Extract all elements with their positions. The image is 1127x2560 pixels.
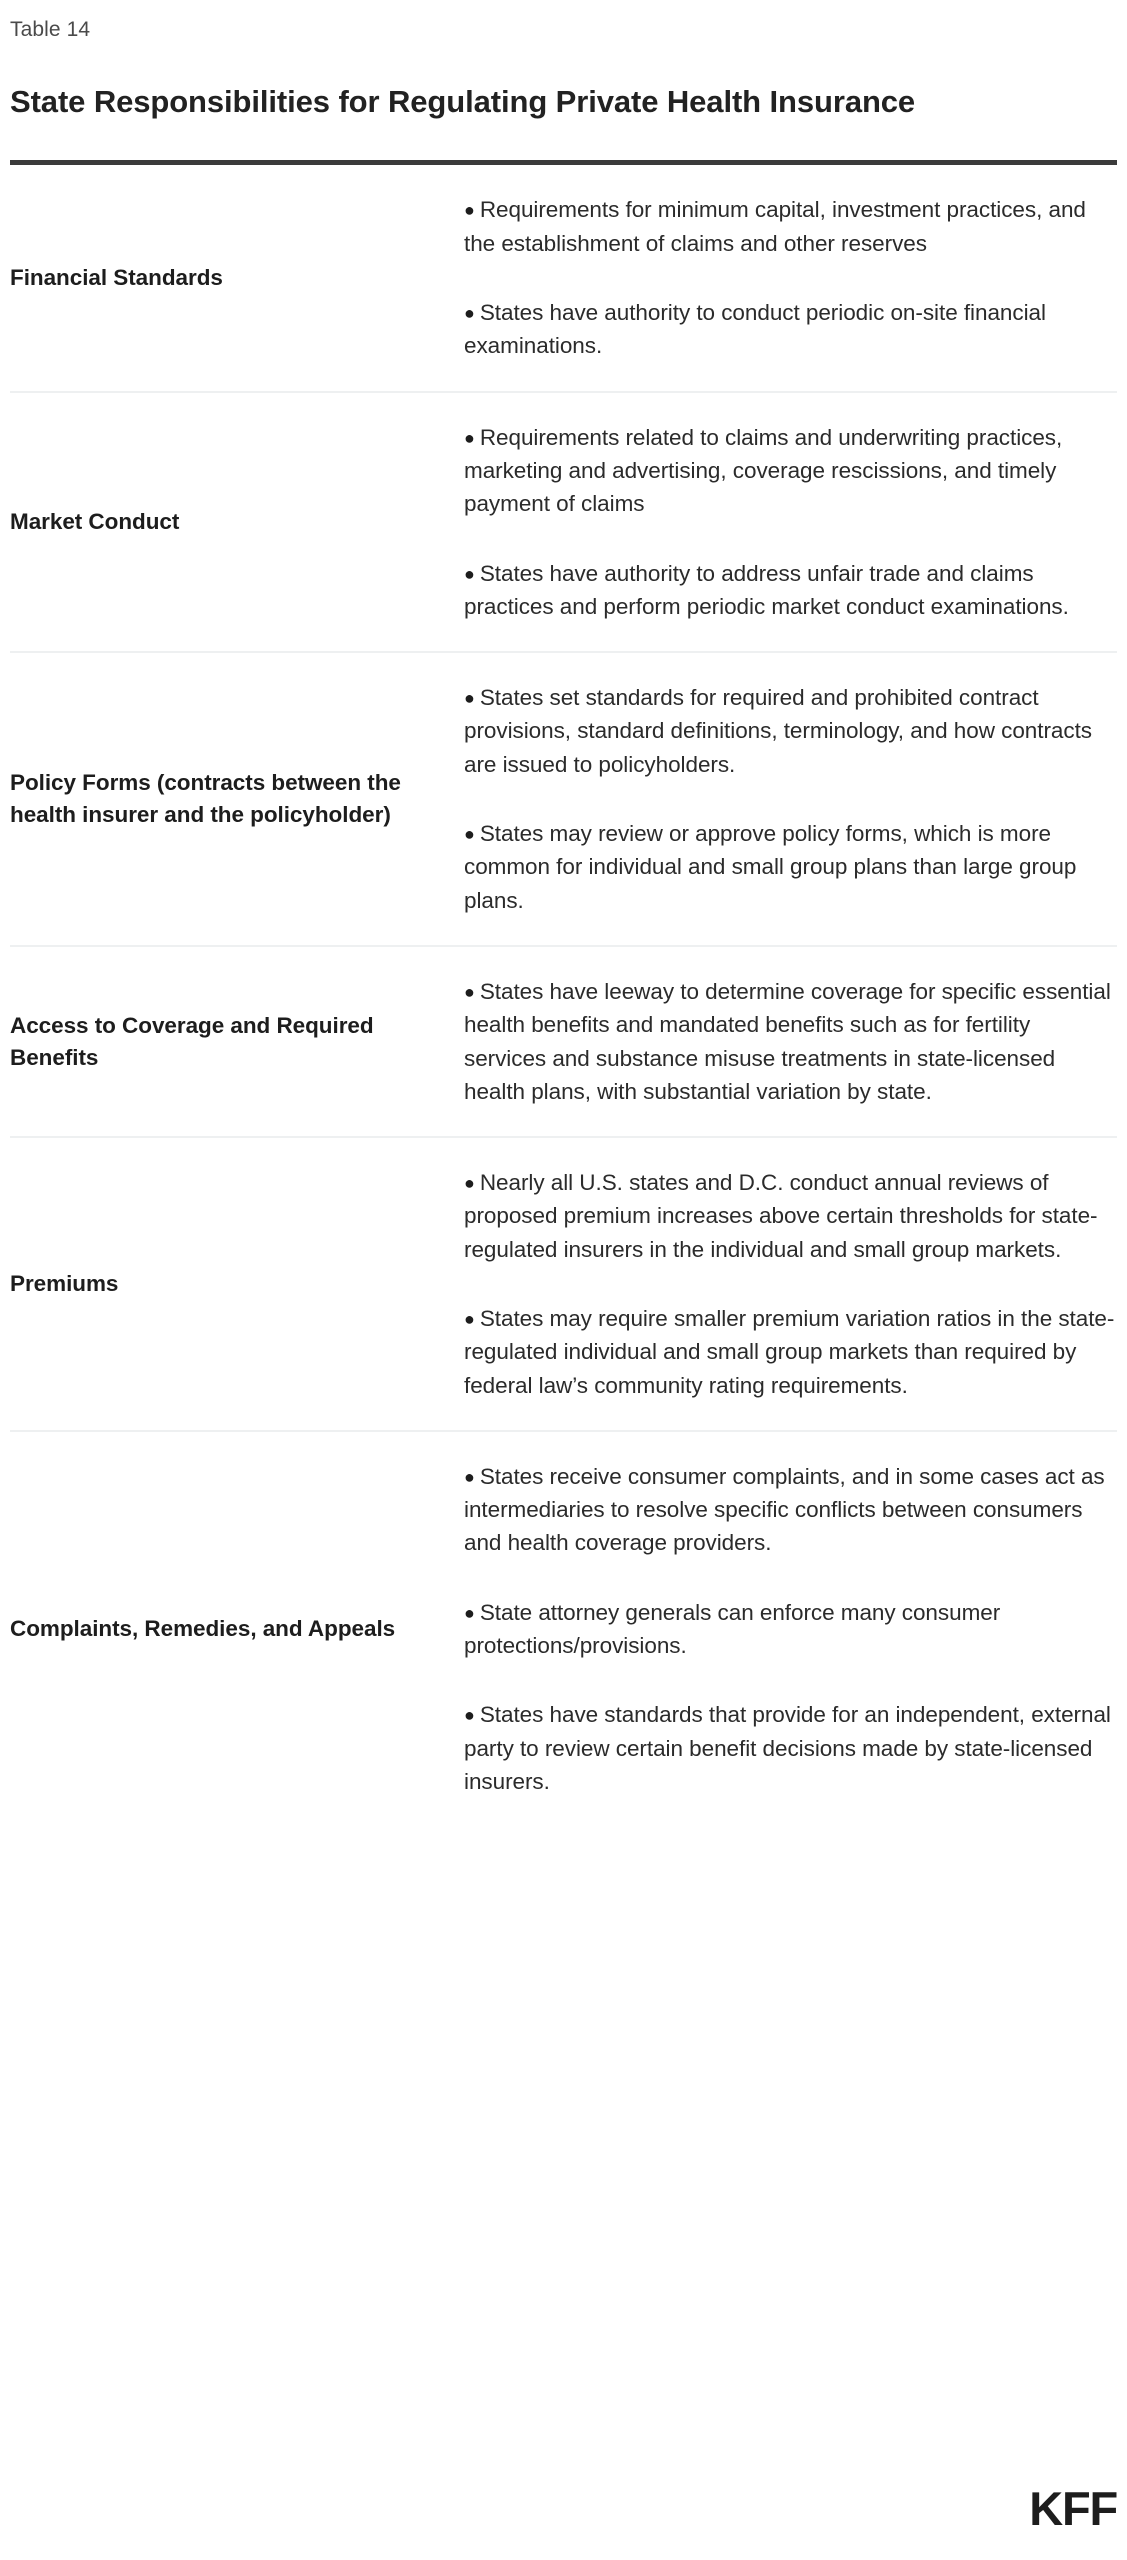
table-number-label: Table 14 bbox=[10, 18, 91, 41]
kff-logo: KFF bbox=[1029, 2482, 1117, 2535]
row-details-cell bbox=[464, 393, 1117, 651]
bullet-text: State attorney generals can enforce many consumer protections/provisions. bbox=[464, 1599, 1001, 1659]
table-row bbox=[10, 653, 1117, 947]
bullet-item bbox=[464, 681, 1117, 781]
table-row bbox=[10, 165, 1117, 392]
bullet-item bbox=[464, 557, 1117, 624]
bullet-text: Nearly all U.S. states and D.C. conduct annual reviews of proposed premium increases above certain thresholds for state-regulated insurers in the individual and small group markets. bbox=[464, 1170, 1098, 1262]
bullet-text: States have authority to address unfair trade and claims practices and perform periodic market conduct examinations. bbox=[464, 560, 1069, 619]
bullet-dot-icon: ● bbox=[464, 1602, 475, 1623]
bullet-item bbox=[464, 1596, 1117, 1663]
bullet-dot-icon: ● bbox=[464, 824, 475, 845]
bullet-item bbox=[464, 1460, 1117, 1560]
bullet-item bbox=[464, 1166, 1117, 1266]
bullet-dot-icon: ● bbox=[464, 303, 475, 324]
row-category-label: Premiums bbox=[10, 1271, 119, 1297]
bullet-text: States may review or approve policy forms, which is more common for individual and small group plans than large group plans. bbox=[464, 821, 1077, 913]
bullet-dot-icon: ● bbox=[464, 427, 475, 448]
bullet-dot-icon: ● bbox=[464, 688, 475, 709]
row-details-cell bbox=[464, 653, 1117, 945]
bullet-dot-icon: ● bbox=[464, 563, 475, 584]
bullet-dot-icon: ● bbox=[464, 981, 475, 1002]
row-details-cell bbox=[464, 947, 1117, 1136]
table-row bbox=[10, 1138, 1117, 1432]
row-details-cell bbox=[464, 1432, 1117, 1826]
bullet-dot-icon: ● bbox=[464, 1309, 475, 1329]
row-category-label: Financial Standards bbox=[10, 265, 223, 291]
row-category-label: Market Conduct bbox=[10, 508, 180, 534]
bullet-item bbox=[464, 193, 1117, 260]
bullet-dot-icon: ● bbox=[464, 1705, 475, 1726]
bullet-text: States set standards for required and prohibited contract provisions, standard definitions, terminology, and how contracts are issued to policyholders. bbox=[464, 685, 1092, 777]
bullet-item bbox=[464, 1302, 1117, 1402]
bullet-text: States may require smaller premium variation ratios in the state-regulated individual and small group markets than required by federal law’s community rating requirements. bbox=[464, 1306, 1115, 1398]
row-details-cell bbox=[464, 1138, 1117, 1430]
bullet-dot-icon: ● bbox=[464, 1173, 475, 1194]
bullet-item bbox=[464, 421, 1117, 521]
responsibilities-table bbox=[10, 165, 1117, 1826]
footer bbox=[10, 2482, 1117, 2560]
bullet-text: States have authority to conduct periodic on-site financial examinations. bbox=[464, 300, 1046, 359]
bottom-spacer bbox=[10, 1826, 1117, 2485]
bullet-dot-icon: ● bbox=[464, 200, 475, 221]
row-category-label: Access to Coverage and Required Benefits bbox=[10, 1012, 374, 1070]
table-row bbox=[10, 947, 1117, 1138]
bullet-text: Requirements for minimum capital, investment practices, and the establishment of claims and other reserves bbox=[464, 197, 1086, 256]
bullet-item bbox=[464, 1698, 1117, 1798]
bullet-dot-icon: ● bbox=[464, 1466, 475, 1487]
bullet-text: States have standards that provide for an independent, external party to review certain benefit decisions made by state-licensed insurers. bbox=[464, 1702, 1111, 1794]
row-category-label: Complaints, Remedies, and Appeals bbox=[10, 1616, 396, 1642]
bullet-text: States have leeway to determine coverage for specific essential health benefits and mandated benefits such as for fertility services and substance misuse treatments in state-licensed health plans, with substantial variation by state. bbox=[464, 978, 1111, 1104]
page-title: State Responsibilities for Regulating Private Health Insurance bbox=[10, 83, 916, 119]
bullet-text: States receive consumer complaints, and in some cases act as intermediaries to resolve specific conflicts between consumers and health coverage providers. bbox=[464, 1463, 1105, 1556]
bullet-item bbox=[464, 817, 1117, 917]
bullet-item bbox=[464, 296, 1117, 363]
bullet-text: Requirements related to claims and underwriting practices, marketing and advertising, coverage rescissions, and timely payment of claims bbox=[464, 424, 1063, 517]
table-row bbox=[10, 393, 1117, 653]
table-row bbox=[10, 1432, 1117, 1826]
bullet-item bbox=[464, 975, 1117, 1108]
row-details-cell bbox=[464, 165, 1117, 390]
row-category-label: Policy Forms (contracts between the health insurer and the policyholder) bbox=[10, 770, 401, 828]
